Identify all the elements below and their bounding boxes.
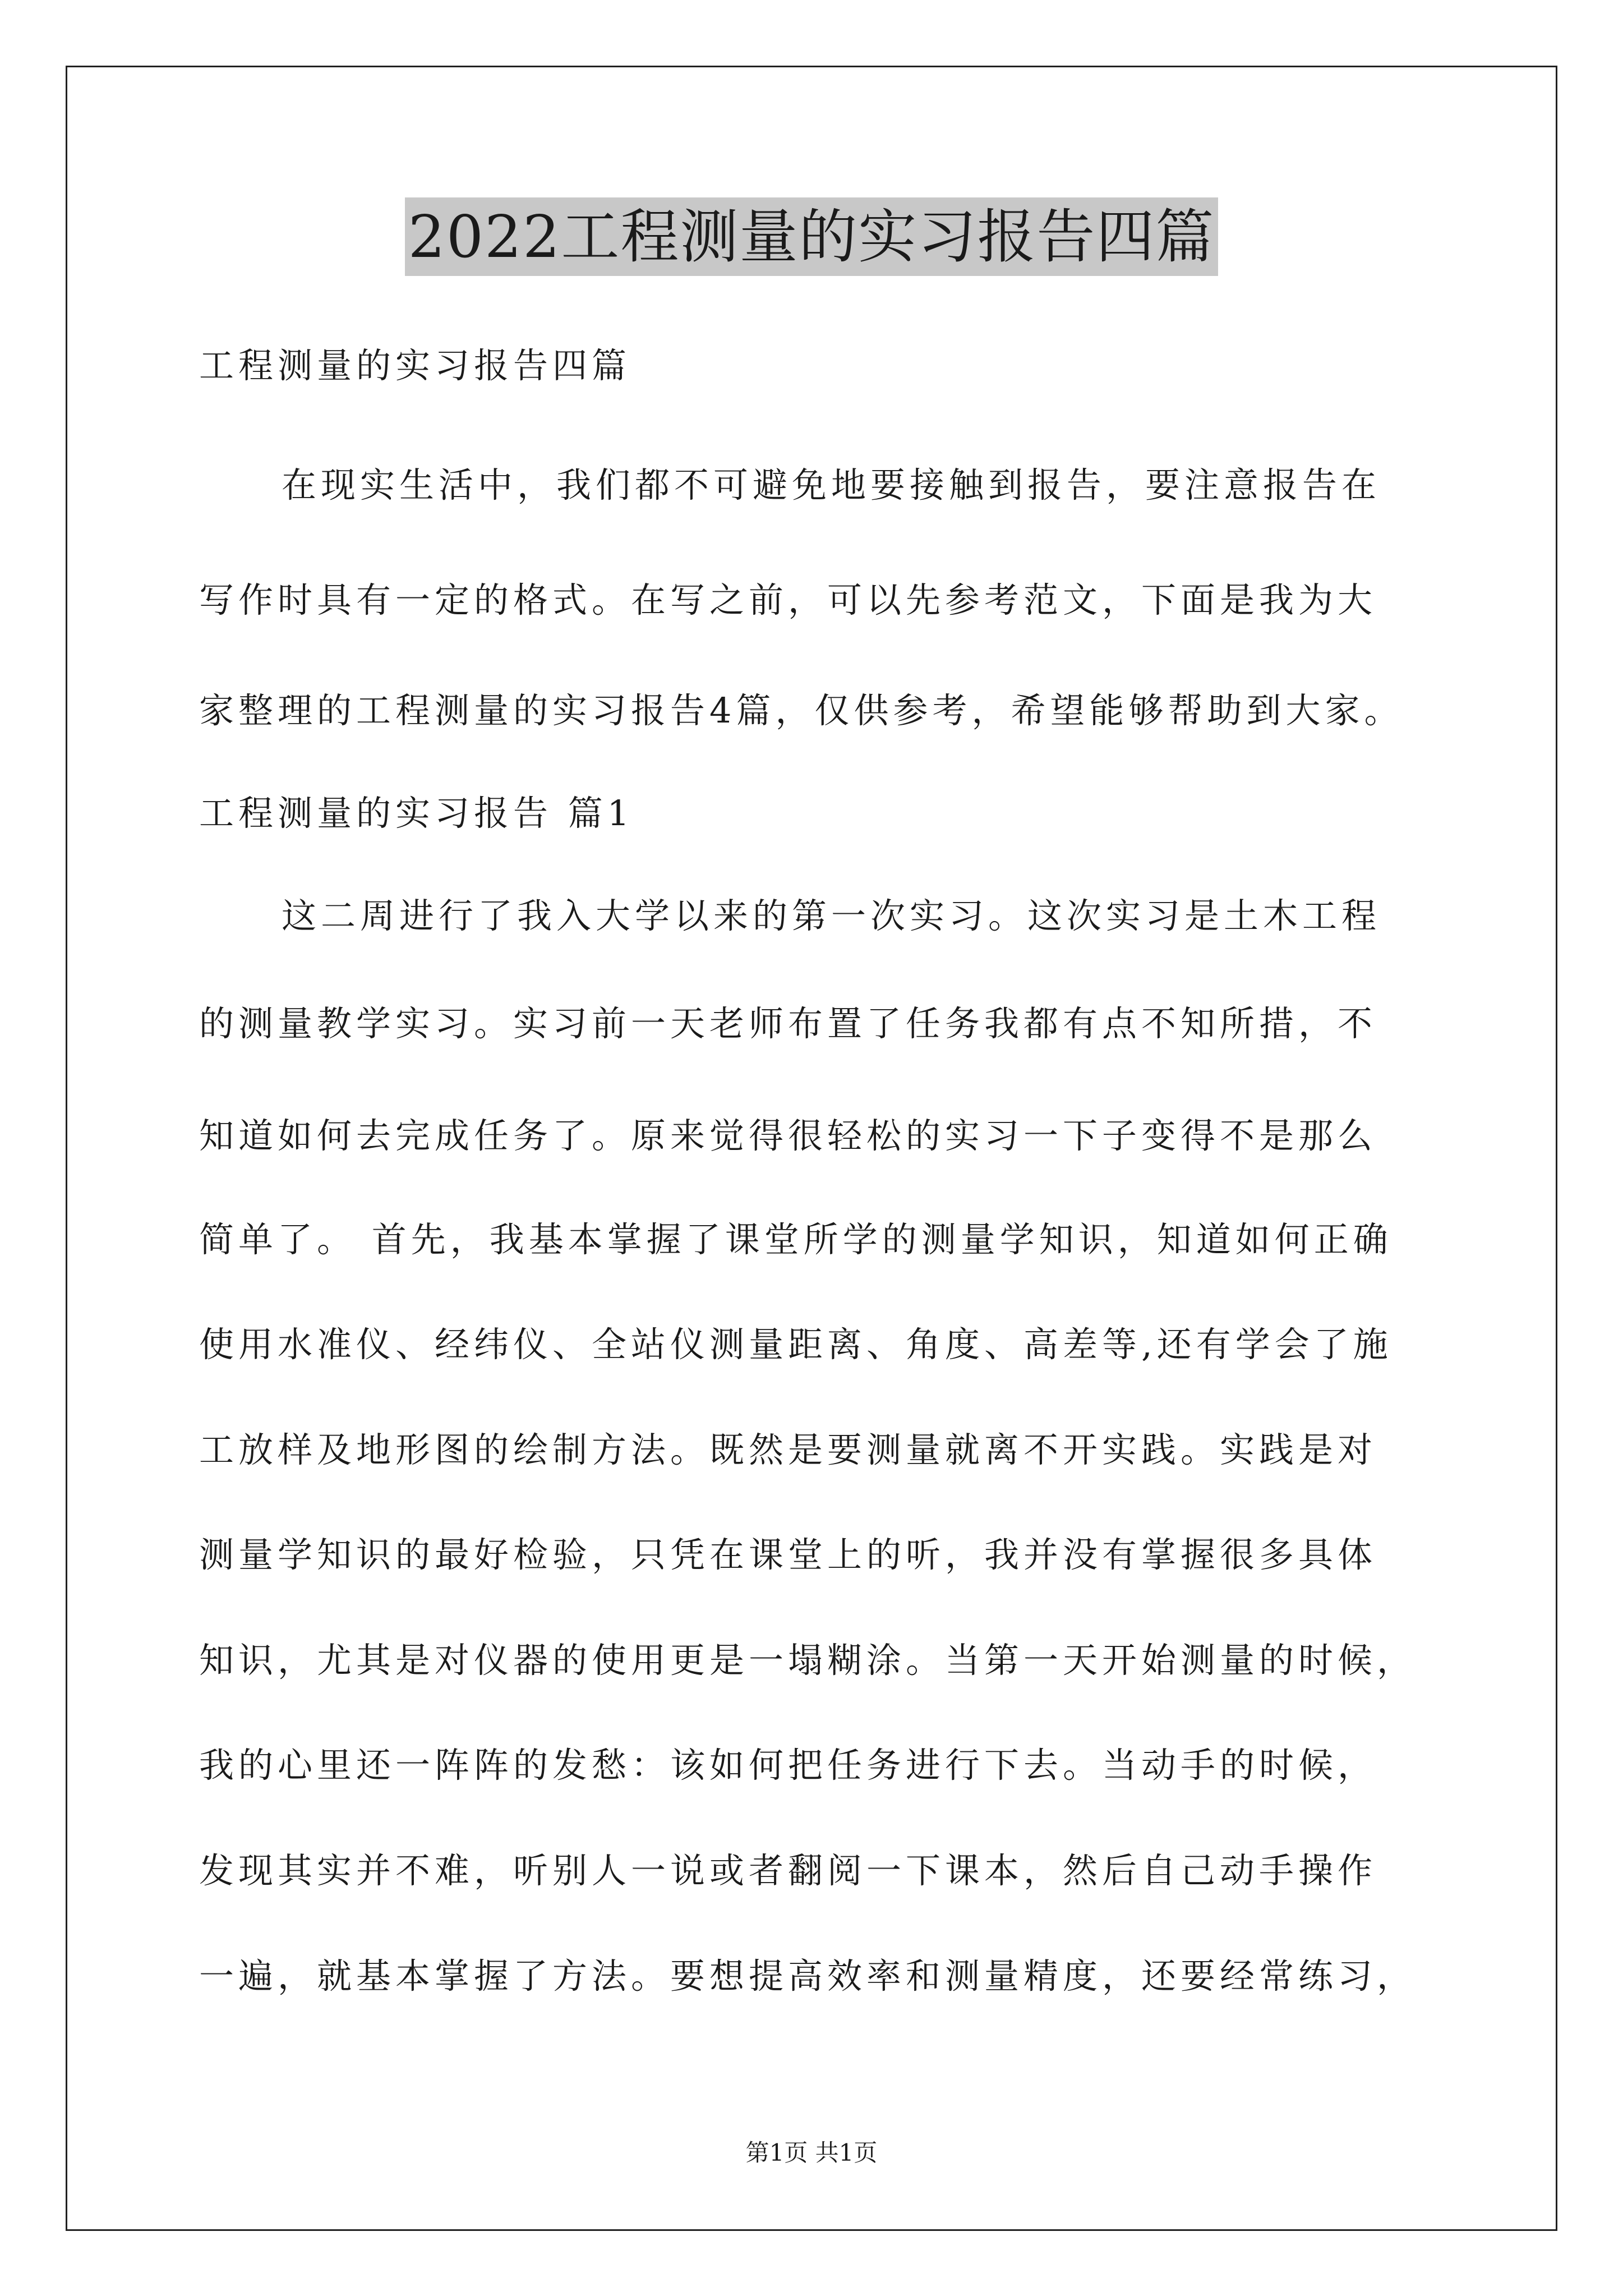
- section-heading: 工程测量的实习报告 篇1: [199, 793, 634, 834]
- paragraph-line: 测量学知识的最好检验，只凭在课堂上的听，我并没有掌握很多具体: [199, 1534, 1377, 1575]
- paragraph-line: 我的心里还一阵阵的发愁：该如何把任务进行下去。当动手的时候，: [199, 1745, 1377, 1786]
- paragraph-line: 一遍，就基本掌握了方法。要想提高效率和测量精度，还要经常练习，: [199, 1955, 1417, 1996]
- document-title: [0, 197, 1623, 276]
- paragraph-line: 工放样及地形图的绘制方法。既然是要测量就离不开实践。实践是对: [199, 1429, 1377, 1470]
- paragraph-line: 使用水准仪、经纬仪、全站仪测量距离、角度、高差等,还有学会了施: [199, 1324, 1393, 1365]
- subtitle-line: 工程测量的实习报告四篇: [199, 345, 631, 386]
- paragraph-line: 写作时具有一定的格式。在写之前，可以先参考范文，下面是我为大: [199, 579, 1377, 620]
- paragraph-line: 知识，尤其是对仪器的使用更是一塌糊涂。当第一天开始测量的时候，: [199, 1640, 1417, 1681]
- paragraph-line: 这二周进行了我入大学以来的第一次实习。这次实习是土木工程: [282, 895, 1381, 936]
- paragraph-line: 家整理的工程测量的实习报告4篇，仅供参考，希望能够帮助到大家。: [199, 690, 1404, 731]
- paragraph-line: 知道如何去完成任务了。原来觉得很轻松的实习一下子变得不是那么: [199, 1115, 1377, 1156]
- paragraph-line: 简单了。 首先，我基本掌握了课堂所学的测量学知识，知道如何正确: [199, 1219, 1393, 1260]
- document-title-text: 2022工程测量的实习报告四篇: [405, 197, 1219, 276]
- page-footer: 第1页 共1页: [745, 2139, 878, 2166]
- paragraph-line: 的测量教学实习。实习前一天老师布置了任务我都有点不知所措，不: [199, 1003, 1377, 1044]
- paragraph-line: 发现其实并不难，听别人一说或者翻阅一下课本，然后自己动手操作: [199, 1850, 1377, 1891]
- paragraph-line: 在现实生活中，我们都不可避免地要接触到报告，要注意报告在: [282, 464, 1381, 505]
